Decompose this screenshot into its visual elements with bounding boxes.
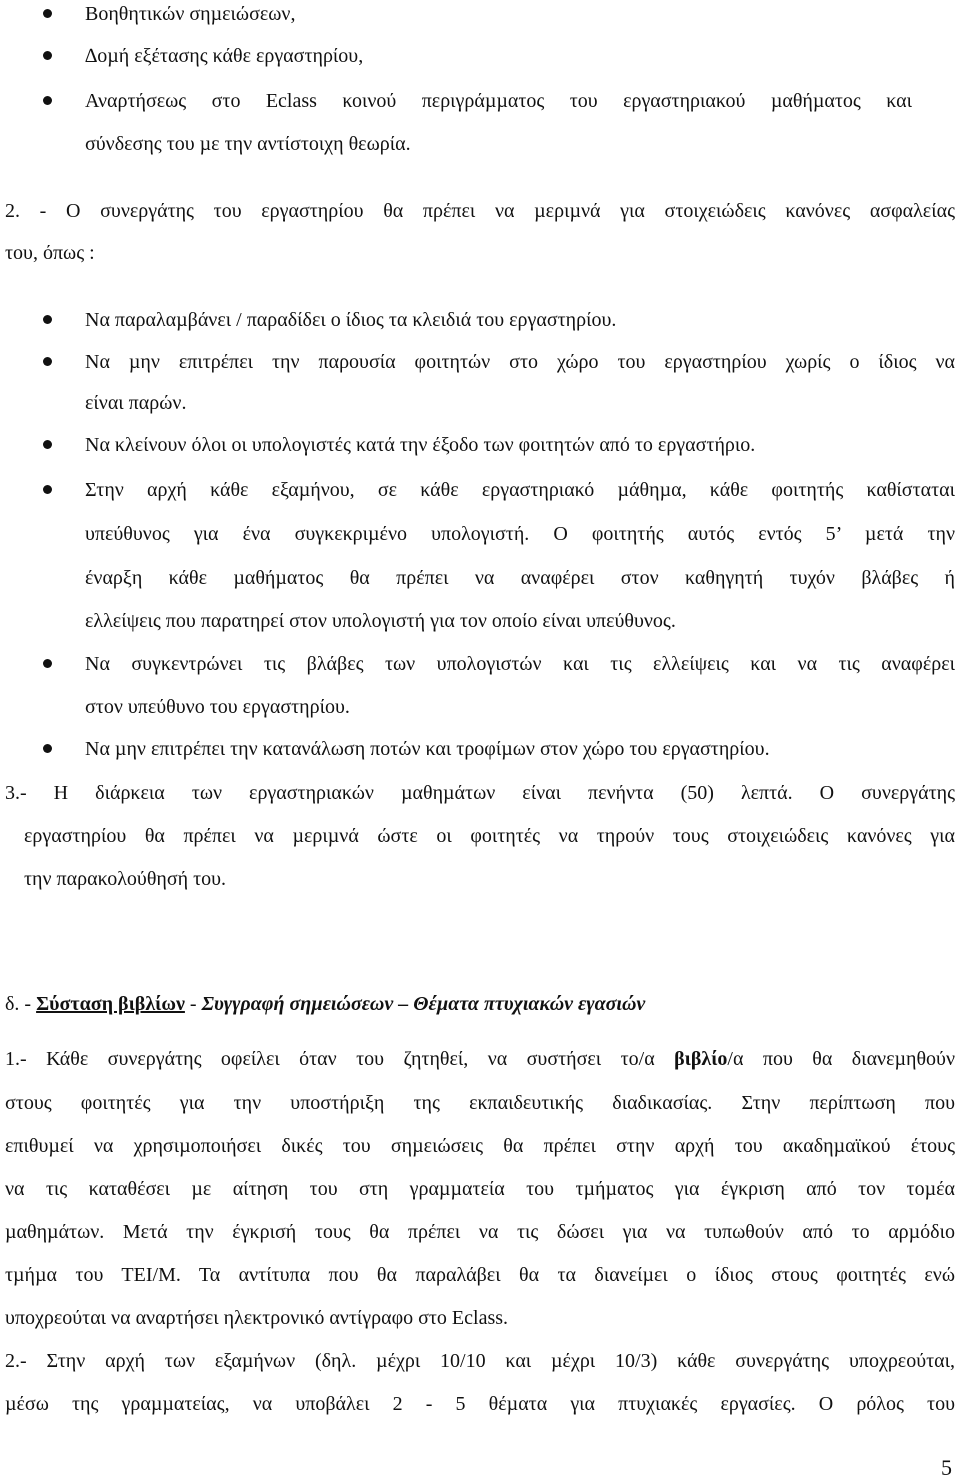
page-number: 5 [941,1455,952,1480]
rule-2-cont: είναι παρών. [85,392,187,414]
para1-line5: µαθηµάτων. Μετά την έγκρισή τους θα πρέπει να τις δώσει για να τυπωθούν από το αρµόδιο [5,1221,955,1243]
item2-line1: 2. - Ο συνεργάτης του εργαστηρίου θα πρέπει να µεριµνά για στοιχειώδεις κανόνες ασφαλείας [5,200,955,222]
rule-1: Να παραλαµβάνει / παραδίδει ο ίδιος τα κλειδιά του εργαστηρίου. [85,309,617,331]
item3-line1: 3.- Η διάρκεια των εργαστηριακών µαθηµάτων είναι πενήντα (50) λεπτά. Ο συνεργάτης [5,782,955,804]
rule-6: Να µην επιτρέπει την κατανάλωση ποτών και τροφίµων στον χώρο του εργαστηρίου. [85,738,770,760]
section-title-italic: Συγγραφή σηµειώσεων – Θέµατα πτυχιακών εγασιών [201,993,646,1015]
para1-line1-pre: 1.- Κάθε συνεργάτης οφείλει όταν του ζητηθεί, να συστήσει το/α [5,1048,675,1070]
bullet-icon [43,9,52,18]
para1-line1-post: /α που θα διανεµηθούν [727,1048,955,1070]
intro-bullet-3: Αναρτήσεως στο Eclass κοινού περιγράµµατος του εργαστηριακού µαθήµατος και [85,90,912,112]
bullet-icon [43,96,52,105]
bullet-icon [43,659,52,668]
para1-line1-bold: βιβλίο [674,1048,728,1070]
intro-bullet-2: ∆οµή εξέτασης κάθε εργαστηρίου, [85,45,364,67]
rule-5: Να συγκεντρώνει τις βλάβες των υπολογιστών και τις ελλείψεις και να τις αναφέρει [85,653,955,675]
para1-line2: στους φοιτητές για την υποστήριξη της εκπαιδευτικής διαδικασίας. Στην περίπτωση που [5,1092,955,1114]
intro-bullet-3-cont: σύνδεσης του µε την αντίστοιχη θεωρία. [85,133,411,155]
para1-line6: τµήµα του ΤΕΙ/Μ. Τα αντίτυπα που θα παραλάβει θα τα διανείµει ο ίδιος στους φοιτητές ενώ [5,1264,955,1286]
section-separator: - [184,993,202,1015]
bullet-icon [43,357,52,366]
item2-line2: του, όπως : [5,242,95,264]
rule-4-line2: υπεύθυνος για ένα συγκεκριµένο υπολογιστή. Ο φοιτητής αυτός εντός 5’ µετά την [85,523,955,545]
rule-4-line4: ελλείψεις που παρατηρεί στον υπολογιστή για τον οποίο είναι υπεύθυνος. [85,610,676,632]
bullet-icon [43,485,52,494]
section-prefix: δ. - [5,993,37,1015]
rule-3: Να κλείνουν όλοι οι υπολογιστές κατά την έξοδο των φοιτητών από το εργαστήριο. [85,434,756,456]
para2-line1: 2.- Στην αρχή των εξαµήνων (δηλ. µέχρι 10/10 και µέχρι 10/3) κάθε συνεργάτης υποχρεούται, [5,1350,955,1372]
bullet-icon [43,315,52,324]
section-heading [5,991,645,1017]
bullet-icon [43,440,52,449]
para1-line3: επιθυµεί να χρησιµοποιήσει δικές του σηµειώσεις θα πρέπει στην αρχή του ακαδηµαϊκού έτους [5,1135,955,1157]
rule-4-line1: Στην αρχή κάθε εξαµήνου, σε κάθε εργαστηριακό µάθηµα, κάθε φοιτητής καθίσταται [85,479,955,501]
bullet-icon [43,51,52,60]
bullet-icon [43,744,52,753]
item3-line2: εργαστηρίου θα πρέπει να µεριµνά ώστε οι φοιτητές να τηρούν τους στοιχειώδεις κανόνες για [24,825,955,847]
rule-2: Να µην επιτρέπει την παρουσία φοιτητών στο χώρο του εργαστηρίου χωρίς ο ίδιος να [85,351,955,373]
section-title-bold: Σύσταση βιβλίων [36,993,185,1015]
intro-bullet-1: Βοηθητικών σηµειώσεων, [85,3,296,25]
para2-line2: µέσω της γραµµατείας, να υποβάλει 2 - 5 θέµατα για πτυχιακές εργασίες. Ο ρόλος του [5,1393,955,1415]
para1-line7: υποχρεούται να αναρτήσει ηλεκτρονικό αντίγραφο στο Eclass. [5,1307,509,1329]
item3-line3: την παρακολούθησή του. [24,868,227,890]
rule-4-line3: έναρξη κάθε µαθήµατος θα πρέπει να αναφέρει στον καθηγητή τυχόν βλάβες ή [85,567,955,589]
para1-line4: να τις καταθέσει µε αίτηση του στη γραµµατεία του τµήµατος για έγκριση από τον τοµέα [5,1178,955,1200]
para1-line1 [5,1046,955,1072]
rule-5-cont: στον υπεύθυνο του εργαστηρίου. [85,696,350,718]
